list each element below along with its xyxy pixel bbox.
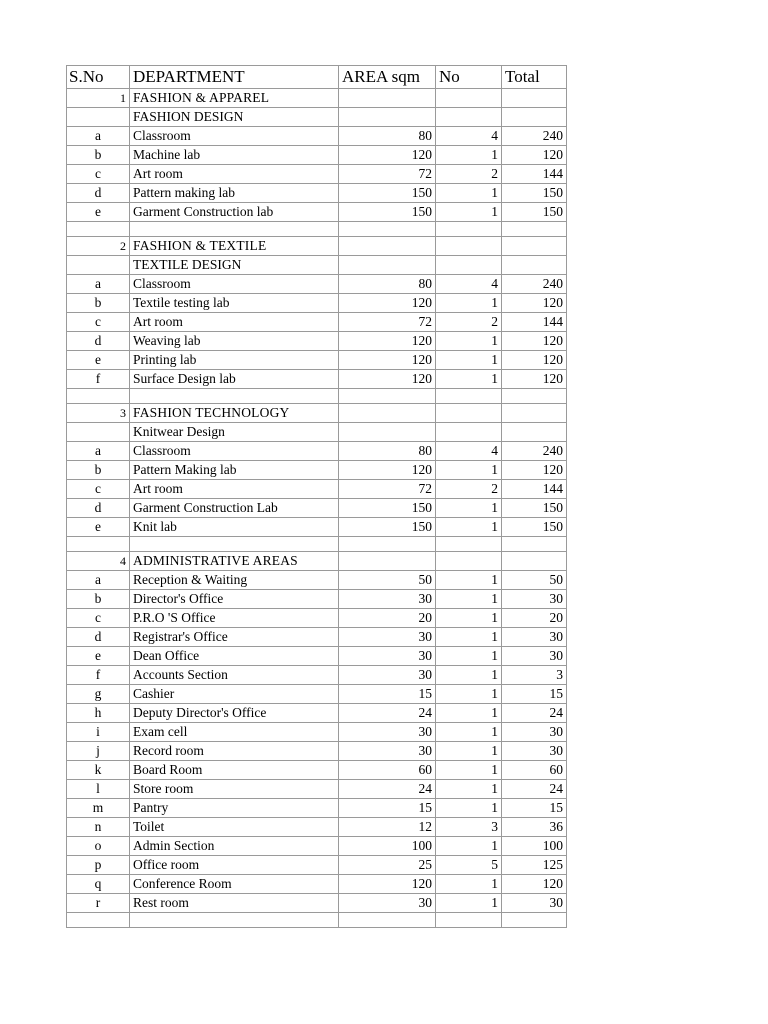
row-area: 120 <box>339 351 436 370</box>
row-count: 1 <box>436 685 502 704</box>
empty-cell <box>339 237 436 256</box>
section-number: 3 <box>67 404 130 423</box>
section-subtitle-row <box>67 256 567 275</box>
row-room-name: Machine lab <box>130 146 339 165</box>
table-row <box>67 628 567 647</box>
row-total: 30 <box>502 647 567 666</box>
row-area: 72 <box>339 480 436 499</box>
row-count: 2 <box>436 480 502 499</box>
table-row <box>67 609 567 628</box>
section-subtitle: Knitwear Design <box>130 423 339 442</box>
table-row <box>67 666 567 685</box>
row-room-name: Classroom <box>130 127 339 146</box>
row-sno: c <box>67 609 130 628</box>
table-row <box>67 518 567 537</box>
empty-cell <box>67 423 130 442</box>
header-department: DEPARTMENT <box>130 66 339 89</box>
row-sno: e <box>67 647 130 666</box>
row-sno: c <box>67 165 130 184</box>
empty-cell <box>130 537 339 552</box>
row-sno: m <box>67 799 130 818</box>
empty-cell <box>502 552 567 571</box>
row-room-name: Printing lab <box>130 351 339 370</box>
blank-row <box>67 537 567 552</box>
table-row <box>67 332 567 351</box>
row-area: 150 <box>339 518 436 537</box>
row-count: 1 <box>436 461 502 480</box>
row-area: 24 <box>339 780 436 799</box>
row-total: 150 <box>502 499 567 518</box>
row-sno: r <box>67 894 130 913</box>
row-count: 1 <box>436 780 502 799</box>
row-area: 60 <box>339 761 436 780</box>
row-sno: e <box>67 351 130 370</box>
row-total: 120 <box>502 370 567 389</box>
row-area: 80 <box>339 275 436 294</box>
row-room-name: Textile testing lab <box>130 294 339 313</box>
row-sno: p <box>67 856 130 875</box>
header-area: AREA sqm <box>339 66 436 89</box>
empty-cell <box>67 913 130 928</box>
row-total: 150 <box>502 518 567 537</box>
empty-cell <box>436 423 502 442</box>
empty-cell <box>436 89 502 108</box>
row-area: 50 <box>339 571 436 590</box>
row-area: 30 <box>339 647 436 666</box>
row-total: 30 <box>502 894 567 913</box>
row-area: 24 <box>339 704 436 723</box>
row-total: 144 <box>502 165 567 184</box>
row-total: 240 <box>502 127 567 146</box>
row-total: 144 <box>502 313 567 332</box>
empty-cell <box>436 913 502 928</box>
row-room-name: Classroom <box>130 275 339 294</box>
row-count: 1 <box>436 609 502 628</box>
row-sno: q <box>67 875 130 894</box>
empty-cell <box>502 537 567 552</box>
row-room-name: Garment Construction lab <box>130 203 339 222</box>
section-subtitle: FASHION DESIGN <box>130 108 339 127</box>
row-sno: i <box>67 723 130 742</box>
row-count: 1 <box>436 518 502 537</box>
section-title-row <box>67 89 567 108</box>
row-total: 24 <box>502 780 567 799</box>
row-room-name: Pantry <box>130 799 339 818</box>
row-room-name: Classroom <box>130 442 339 461</box>
header-no: No <box>436 66 502 89</box>
row-room-name: Dean Office <box>130 647 339 666</box>
row-sno: a <box>67 275 130 294</box>
row-count: 4 <box>436 127 502 146</box>
row-total: 3 <box>502 666 567 685</box>
empty-cell <box>67 537 130 552</box>
row-total: 120 <box>502 294 567 313</box>
row-room-name: Art room <box>130 165 339 184</box>
row-room-name: Registrar's Office <box>130 628 339 647</box>
empty-cell <box>130 913 339 928</box>
row-sno: n <box>67 818 130 837</box>
row-count: 1 <box>436 370 502 389</box>
row-total: 120 <box>502 461 567 480</box>
row-count: 1 <box>436 184 502 203</box>
blank-row <box>67 913 567 928</box>
row-count: 1 <box>436 332 502 351</box>
row-sno: l <box>67 780 130 799</box>
row-count: 1 <box>436 628 502 647</box>
table-row <box>67 875 567 894</box>
row-area: 30 <box>339 666 436 685</box>
empty-cell <box>130 222 339 237</box>
row-room-name: Cashier <box>130 685 339 704</box>
header-sno: S.No <box>67 66 130 89</box>
row-room-name: Reception & Waiting <box>130 571 339 590</box>
row-total: 240 <box>502 275 567 294</box>
table-row <box>67 704 567 723</box>
empty-cell <box>67 108 130 127</box>
row-sno: b <box>67 294 130 313</box>
table-row <box>67 894 567 913</box>
table-row <box>67 203 567 222</box>
row-count: 1 <box>436 666 502 685</box>
table-row <box>67 480 567 499</box>
table-row <box>67 351 567 370</box>
row-total: 50 <box>502 571 567 590</box>
row-total: 30 <box>502 723 567 742</box>
row-room-name: Record room <box>130 742 339 761</box>
table-row <box>67 837 567 856</box>
row-count: 1 <box>436 723 502 742</box>
empty-cell <box>502 237 567 256</box>
row-count: 1 <box>436 799 502 818</box>
empty-cell <box>502 404 567 423</box>
row-room-name: Garment Construction Lab <box>130 499 339 518</box>
row-sno: a <box>67 571 130 590</box>
row-room-name: Store room <box>130 780 339 799</box>
row-total: 24 <box>502 704 567 723</box>
row-sno: b <box>67 590 130 609</box>
row-total: 30 <box>502 742 567 761</box>
empty-cell <box>130 389 339 404</box>
row-sno: d <box>67 332 130 351</box>
empty-cell <box>339 256 436 275</box>
section-title-row <box>67 237 567 256</box>
empty-cell <box>436 108 502 127</box>
row-area: 20 <box>339 609 436 628</box>
table-row <box>67 856 567 875</box>
empty-cell <box>502 256 567 275</box>
empty-cell <box>436 552 502 571</box>
empty-cell <box>436 389 502 404</box>
table-row <box>67 294 567 313</box>
table-row <box>67 442 567 461</box>
table-row <box>67 685 567 704</box>
empty-cell <box>502 222 567 237</box>
row-total: 120 <box>502 351 567 370</box>
row-total: 30 <box>502 590 567 609</box>
row-count: 1 <box>436 146 502 165</box>
row-area: 150 <box>339 203 436 222</box>
row-count: 1 <box>436 704 502 723</box>
row-room-name: P.R.O 'S Office <box>130 609 339 628</box>
row-sno: d <box>67 184 130 203</box>
table-row <box>67 571 567 590</box>
row-total: 240 <box>502 442 567 461</box>
empty-cell <box>67 256 130 275</box>
row-total: 125 <box>502 856 567 875</box>
row-room-name: Knit lab <box>130 518 339 537</box>
row-area: 80 <box>339 442 436 461</box>
row-room-name: Conference Room <box>130 875 339 894</box>
row-total: 15 <box>502 685 567 704</box>
row-count: 1 <box>436 571 502 590</box>
row-room-name: Toilet <box>130 818 339 837</box>
row-total: 36 <box>502 818 567 837</box>
row-count: 1 <box>436 875 502 894</box>
empty-cell <box>67 222 130 237</box>
row-total: 150 <box>502 184 567 203</box>
row-total: 15 <box>502 799 567 818</box>
row-sno: c <box>67 480 130 499</box>
empty-cell <box>502 423 567 442</box>
section-number: 4 <box>67 552 130 571</box>
empty-cell <box>339 913 436 928</box>
row-area: 120 <box>339 370 436 389</box>
row-count: 2 <box>436 313 502 332</box>
table-row <box>67 184 567 203</box>
empty-cell <box>339 222 436 237</box>
row-area: 80 <box>339 127 436 146</box>
table-row <box>67 165 567 184</box>
table-row <box>67 723 567 742</box>
row-area: 15 <box>339 799 436 818</box>
row-total: 120 <box>502 332 567 351</box>
table-row <box>67 499 567 518</box>
row-total: 60 <box>502 761 567 780</box>
table-body <box>67 89 567 928</box>
table-row <box>67 461 567 480</box>
empty-cell <box>436 404 502 423</box>
row-room-name: Admin Section <box>130 837 339 856</box>
row-total: 20 <box>502 609 567 628</box>
row-area: 30 <box>339 742 436 761</box>
empty-cell <box>436 222 502 237</box>
empty-cell <box>339 423 436 442</box>
row-count: 5 <box>436 856 502 875</box>
row-sno: d <box>67 499 130 518</box>
row-area: 120 <box>339 461 436 480</box>
row-area: 30 <box>339 590 436 609</box>
row-area: 120 <box>339 146 436 165</box>
row-area: 150 <box>339 499 436 518</box>
empty-cell <box>502 389 567 404</box>
row-sno: d <box>67 628 130 647</box>
row-count: 1 <box>436 351 502 370</box>
row-sno: j <box>67 742 130 761</box>
row-total: 30 <box>502 628 567 647</box>
row-total: 120 <box>502 875 567 894</box>
empty-cell <box>339 552 436 571</box>
row-sno: c <box>67 313 130 332</box>
row-room-name: Director's Office <box>130 590 339 609</box>
row-area: 150 <box>339 184 436 203</box>
row-sno: e <box>67 203 130 222</box>
row-total: 150 <box>502 203 567 222</box>
table-row <box>67 780 567 799</box>
row-area: 30 <box>339 894 436 913</box>
header-total: Total <box>502 66 567 89</box>
row-area: 120 <box>339 332 436 351</box>
row-sno: a <box>67 127 130 146</box>
row-count: 1 <box>436 894 502 913</box>
row-sno: k <box>67 761 130 780</box>
row-count: 2 <box>436 165 502 184</box>
row-room-name: Pattern making lab <box>130 184 339 203</box>
empty-cell <box>339 89 436 108</box>
section-subtitle-row <box>67 423 567 442</box>
row-total: 120 <box>502 146 567 165</box>
row-sno: b <box>67 146 130 165</box>
table-row <box>67 799 567 818</box>
row-room-name: Board Room <box>130 761 339 780</box>
row-total: 100 <box>502 837 567 856</box>
row-count: 4 <box>436 275 502 294</box>
table-row <box>67 761 567 780</box>
section-title: FASHION TECHNOLOGY <box>130 404 339 423</box>
blank-row <box>67 389 567 404</box>
section-number: 2 <box>67 237 130 256</box>
row-area: 15 <box>339 685 436 704</box>
row-sno: a <box>67 442 130 461</box>
empty-cell <box>502 89 567 108</box>
row-room-name: Art room <box>130 480 339 499</box>
table-row <box>67 590 567 609</box>
blank-row <box>67 222 567 237</box>
row-room-name: Art room <box>130 313 339 332</box>
section-subtitle: TEXTILE DESIGN <box>130 256 339 275</box>
section-title: ADMINISTRATIVE AREAS <box>130 552 339 571</box>
row-sno: f <box>67 666 130 685</box>
row-count: 1 <box>436 590 502 609</box>
row-area: 30 <box>339 628 436 647</box>
row-count: 1 <box>436 499 502 518</box>
row-room-name: Surface Design lab <box>130 370 339 389</box>
empty-cell <box>67 389 130 404</box>
row-count: 4 <box>436 442 502 461</box>
row-sno: e <box>67 518 130 537</box>
row-sno: g <box>67 685 130 704</box>
row-count: 1 <box>436 761 502 780</box>
row-count: 1 <box>436 647 502 666</box>
row-sno: h <box>67 704 130 723</box>
row-sno: b <box>67 461 130 480</box>
row-total: 144 <box>502 480 567 499</box>
row-room-name: Weaving lab <box>130 332 339 351</box>
row-sno: o <box>67 837 130 856</box>
section-title-row <box>67 552 567 571</box>
row-area: 120 <box>339 294 436 313</box>
empty-cell <box>436 256 502 275</box>
row-count: 1 <box>436 294 502 313</box>
section-title: FASHION & APPAREL <box>130 89 339 108</box>
row-count: 1 <box>436 742 502 761</box>
header-row <box>67 66 567 89</box>
section-number: 1 <box>67 89 130 108</box>
empty-cell <box>339 108 436 127</box>
table-row <box>67 275 567 294</box>
row-area: 12 <box>339 818 436 837</box>
empty-cell <box>339 404 436 423</box>
table-row <box>67 647 567 666</box>
row-count: 1 <box>436 837 502 856</box>
row-area: 100 <box>339 837 436 856</box>
row-room-name: Accounts Section <box>130 666 339 685</box>
table-row <box>67 146 567 165</box>
empty-cell <box>339 537 436 552</box>
row-count: 3 <box>436 818 502 837</box>
row-area: 25 <box>339 856 436 875</box>
empty-cell <box>436 237 502 256</box>
table-row <box>67 818 567 837</box>
row-area: 72 <box>339 313 436 332</box>
empty-cell <box>339 389 436 404</box>
row-area: 30 <box>339 723 436 742</box>
row-room-name: Rest room <box>130 894 339 913</box>
table-row <box>67 127 567 146</box>
row-room-name: Pattern Making lab <box>130 461 339 480</box>
table-row <box>67 742 567 761</box>
table-row <box>67 313 567 332</box>
table-row <box>67 370 567 389</box>
row-room-name: Exam cell <box>130 723 339 742</box>
section-title: FASHION & TEXTILE <box>130 237 339 256</box>
section-subtitle-row <box>67 108 567 127</box>
area-schedule-table <box>66 65 567 928</box>
row-sno: f <box>67 370 130 389</box>
row-area: 72 <box>339 165 436 184</box>
row-count: 1 <box>436 203 502 222</box>
section-title-row <box>67 404 567 423</box>
empty-cell <box>502 108 567 127</box>
row-area: 120 <box>339 875 436 894</box>
row-room-name: Deputy Director's Office <box>130 704 339 723</box>
row-room-name: Office room <box>130 856 339 875</box>
empty-cell <box>436 537 502 552</box>
empty-cell <box>502 913 567 928</box>
